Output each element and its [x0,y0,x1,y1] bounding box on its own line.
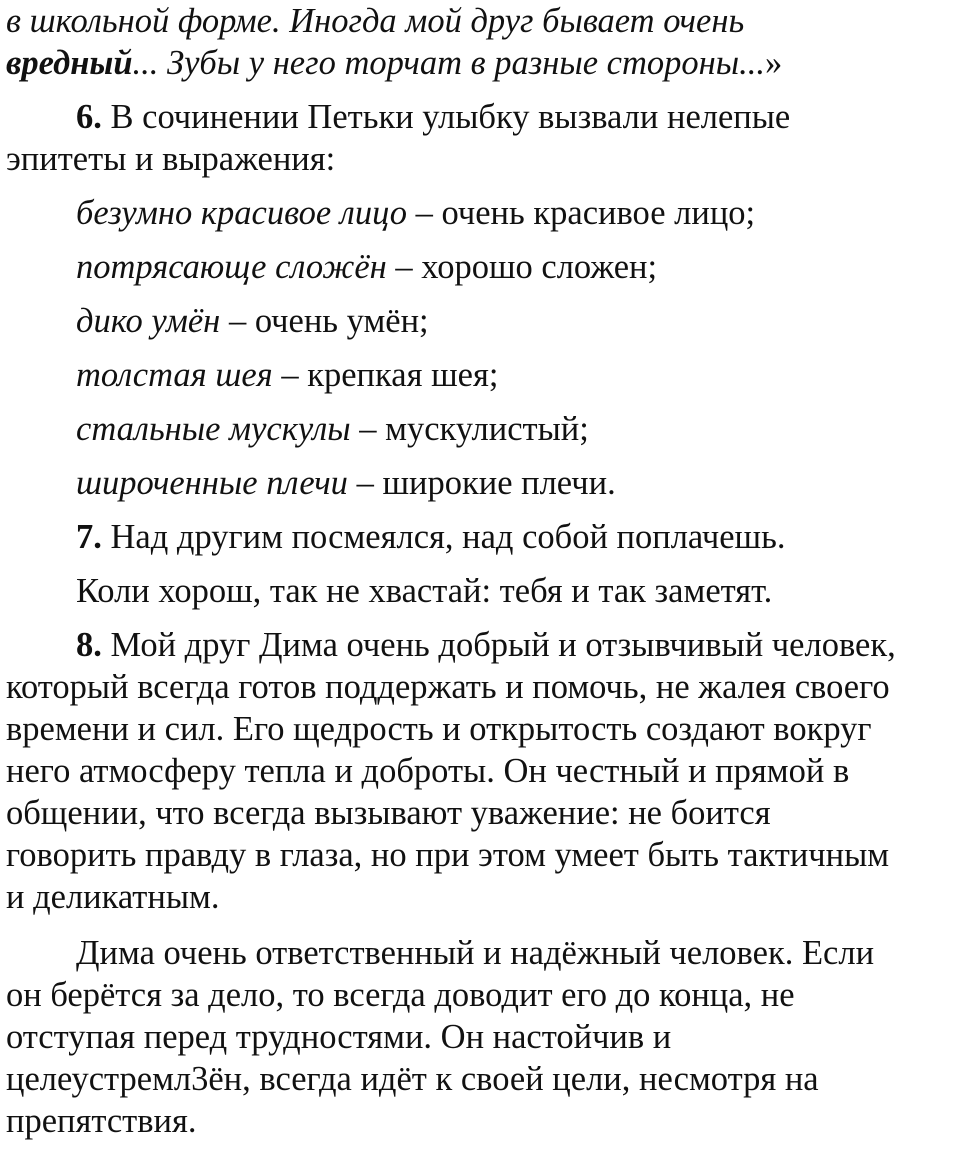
document-page [6,0,956,1142]
quote-line-2 [6,42,956,84]
task6-item-meaning: – очень красивое лицо; [407,194,756,232]
task6-item-meaning: – мускулистый; [350,410,589,448]
task6-item [6,246,956,288]
task7-number: 7. [76,518,102,556]
task6-item [6,192,956,234]
task8-p2-line: целеустремл3ён, всегда идёт к своей цели, несмотря на [6,1060,819,1098]
task8-number: 8. [76,626,102,664]
task6-item-phrase: потрясающе сложён [76,248,387,286]
task8-p2-line: он берётся за дело, то всегда доводит его до конца, не [6,976,795,1014]
task6-item-meaning: – крепкая шея; [272,356,499,394]
task8-p2-line: Дима очень ответственный и надёжный человек. Если [76,934,875,972]
task8-p1-line: общении, что всегда вызывают уважение: не боится [6,794,771,832]
task6-item-phrase: дико умён [76,302,221,340]
task8-p1-line: который всегда готов поддержать и помочь, не жалея своего [6,668,890,706]
quote-line-2-rest: ... Зубы у него торчат в разные стороны... [132,44,765,82]
task8-p1-line: и деликатным. [6,878,220,916]
task8-p1-line: него атмосферу тепла и доброты. Он честный и прямой в [6,752,850,790]
task8-p1-line: говорить правду в глаза, но при этом умеет быть тактичным [6,836,890,874]
task6-item-meaning: – хорошо сложен; [386,248,658,286]
task6-number: 6. [76,98,102,136]
task8-p1-line: времени и сил. Его щедрость и открытость создают вокруг [6,710,872,748]
task6-item-meaning: – широкие плечи. [347,464,616,502]
task6-item [6,300,956,342]
task6-item-phrase: безумно красивое лицо [76,194,408,232]
task8-p2-line: отступая перед трудностями. Он настойчив и [6,1018,672,1056]
task8-line-1 [6,624,956,666]
task6-item-meaning: – очень умён; [220,302,429,340]
task6-item-phrase: стальные мускулы [76,410,351,448]
quote-bold-word: вредный [6,44,133,82]
task7-text-1: Над другим посмеялся, над собой поплачешь. [101,518,786,556]
task6-item [6,408,956,450]
task6-line-2: эпитеты и выражения: [6,140,336,178]
task6-item [6,354,956,396]
quote-close-mark: » [764,44,783,82]
quote-line-1: в школьной форме. Иногда мой друг бывает очень [6,2,745,40]
task6-text-1: В сочинении Петьки улыбку вызвали нелепые [101,98,791,136]
task6-line-1 [6,96,956,138]
task6-item [6,462,956,504]
task6-item-phrase: широченные плечи [76,464,348,502]
task8-text-1: Мой друг Дима очень добрый и отзывчивый человек, [101,626,896,664]
task8-p2-line: препятствия. [6,1102,197,1140]
task6-item-phrase: толстая шея [76,356,273,394]
task7-line-2: Коли хорош, так не хвастай: тебя и так заметят. [76,572,773,610]
task7-line-1 [6,516,956,558]
